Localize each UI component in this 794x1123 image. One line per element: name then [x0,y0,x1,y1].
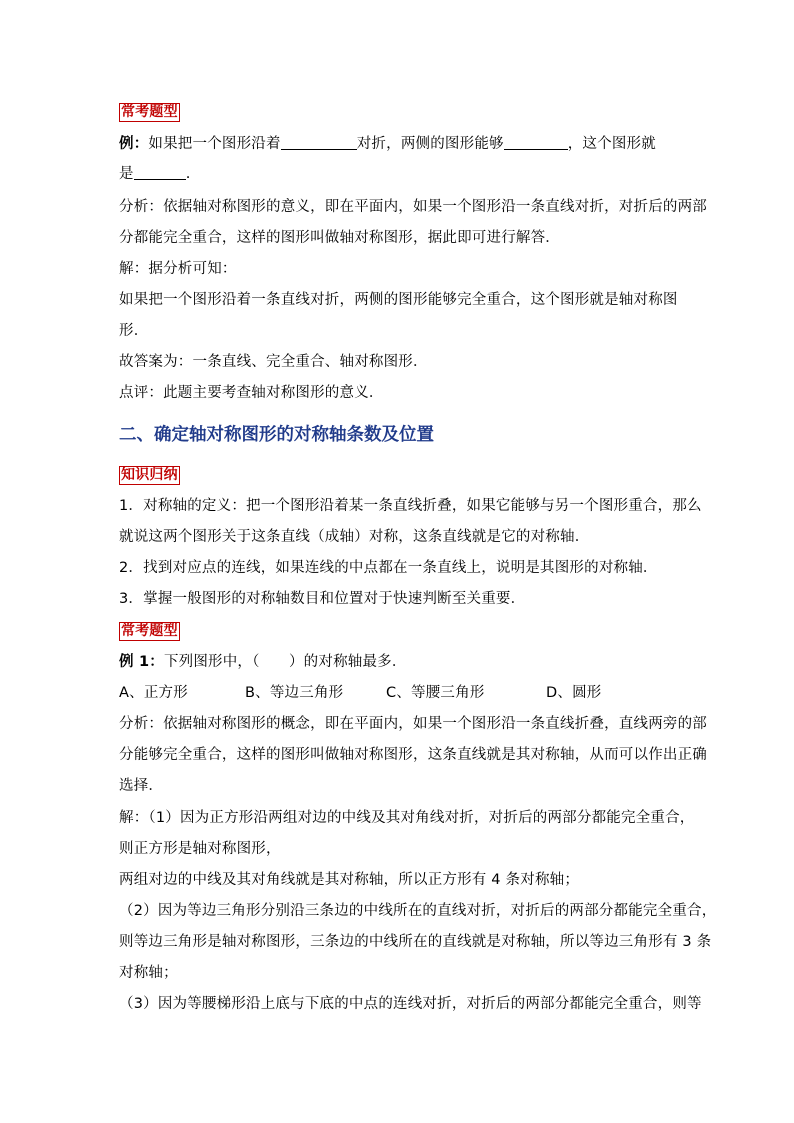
analysis-2-line-1: 分析：依据轴对称图形的概念，即在平面内，如果一个图形沿一条直线折叠，直线两旁的部 [119,716,707,732]
solution-2-line-5: 则等边三角形是轴对称图形，三条边的中线所在的直线就是对称轴，所以等边三角形有 3 条 [119,934,712,950]
example-label: 例 1： [119,654,164,670]
fill-blank-2 [504,135,568,150]
example-text-part5: . [185,166,191,182]
knowledge-item-1a: 1．对称轴的定义：把一个图形沿着某一条直线折叠，如果它能够与另一个图形重合，那么 [119,498,702,514]
option-b: B、等边三角形 [245,685,344,701]
tag-label: 常考题型 [121,623,178,639]
comment-line: 点评：此题主要考查轴对称图形的意义． [119,385,384,401]
section-tag-common-question-1 [119,102,679,122]
fill-blank-3 [134,165,186,180]
fill-blank-1 [281,135,357,150]
solution-line-2: 如果把一个图形沿着一条直线对折，两侧的图形能够完全重合，这个图形就是轴对称图 [119,292,678,308]
solution-2-line-7: （3）因为等腰梯形沿上底与下底的中点的连线对折，对折后的两部分都能完全重合，则等 [119,996,702,1012]
knowledge-item-3: 3．掌握一般图形的对称轴数目和位置对于快速判断至关重要． [119,591,526,607]
answer-line: 故答案为：一条直线、完全重合、轴对称图形． [119,354,428,370]
example-1-line [119,652,679,672]
option-a: A、正方形 [119,685,188,701]
solution-line-3: 形． [119,323,149,339]
analysis-2-line-3: 选择． [119,778,164,794]
knowledge-item-2: 2．找到对应点的连线，如果连线的中点都在一条直线上，说明是其图形的对称轴． [119,560,658,576]
solution-2-line-6: 对称轴； [119,965,178,981]
solution-line-1: 解：据分析可知： [119,261,237,277]
option-c: C、等腰三角形 [386,685,485,701]
example-text-part4: 是 [119,166,134,182]
example-text-part2: 对折，两侧的图形能够 [356,136,504,152]
knowledge-item-1b: 就说这两个图形关于这条直线（成轴）对称，这条直线就是它的对称轴． [119,529,590,545]
section-tag-common-question-2 [119,621,679,641]
solution-2-line-3: 两组对边的中线及其对角线就是其对称轴，所以正方形有 4 条对称轴； [119,872,580,888]
example-label: 例： [119,136,149,152]
analysis-line-1: 分析：依据轴对称图形的意义，即在平面内，如果一个图形沿一条直线对折，对折后的两部 [119,199,707,215]
example-text-part3: ，这个图形就 [567,136,656,152]
option-d: D、圆形 [546,685,602,701]
section-heading-2: 二、确定轴对称图形的对称轴条数及位置 [119,425,434,445]
example-line-2 [119,164,679,184]
tag-label: 知识归纳 [121,467,178,483]
tag-label: 常考题型 [121,104,178,120]
solution-2-line-2: 则正方形是轴对称图形， [119,841,281,857]
analysis-2-line-2: 分能够完全重合，这样的图形叫做轴对称图形，这条直线就是其对称轴，从而可以作出正确 [119,747,707,763]
solution-2-line-1: 解：（1）因为正方形沿两组对边的中线及其对角线对折，对折后的两部分都能完全重合， [119,810,695,826]
analysis-line-2: 分都能完全重合，这样的图形叫做轴对称图形，据此即可进行解答． [119,230,560,246]
section-tag-knowledge [119,465,679,485]
example-text-part1: 如果把一个图形沿着 [148,136,281,152]
options-line [119,683,679,703]
example-text: 下列图形中，（ ）的对称轴最多． [163,654,407,670]
solution-2-line-4: （2）因为等边三角形分别沿三条边的中线所在的直线对折，对折后的两部分都能完全重合， [119,903,717,919]
example-line-1 [119,134,679,154]
